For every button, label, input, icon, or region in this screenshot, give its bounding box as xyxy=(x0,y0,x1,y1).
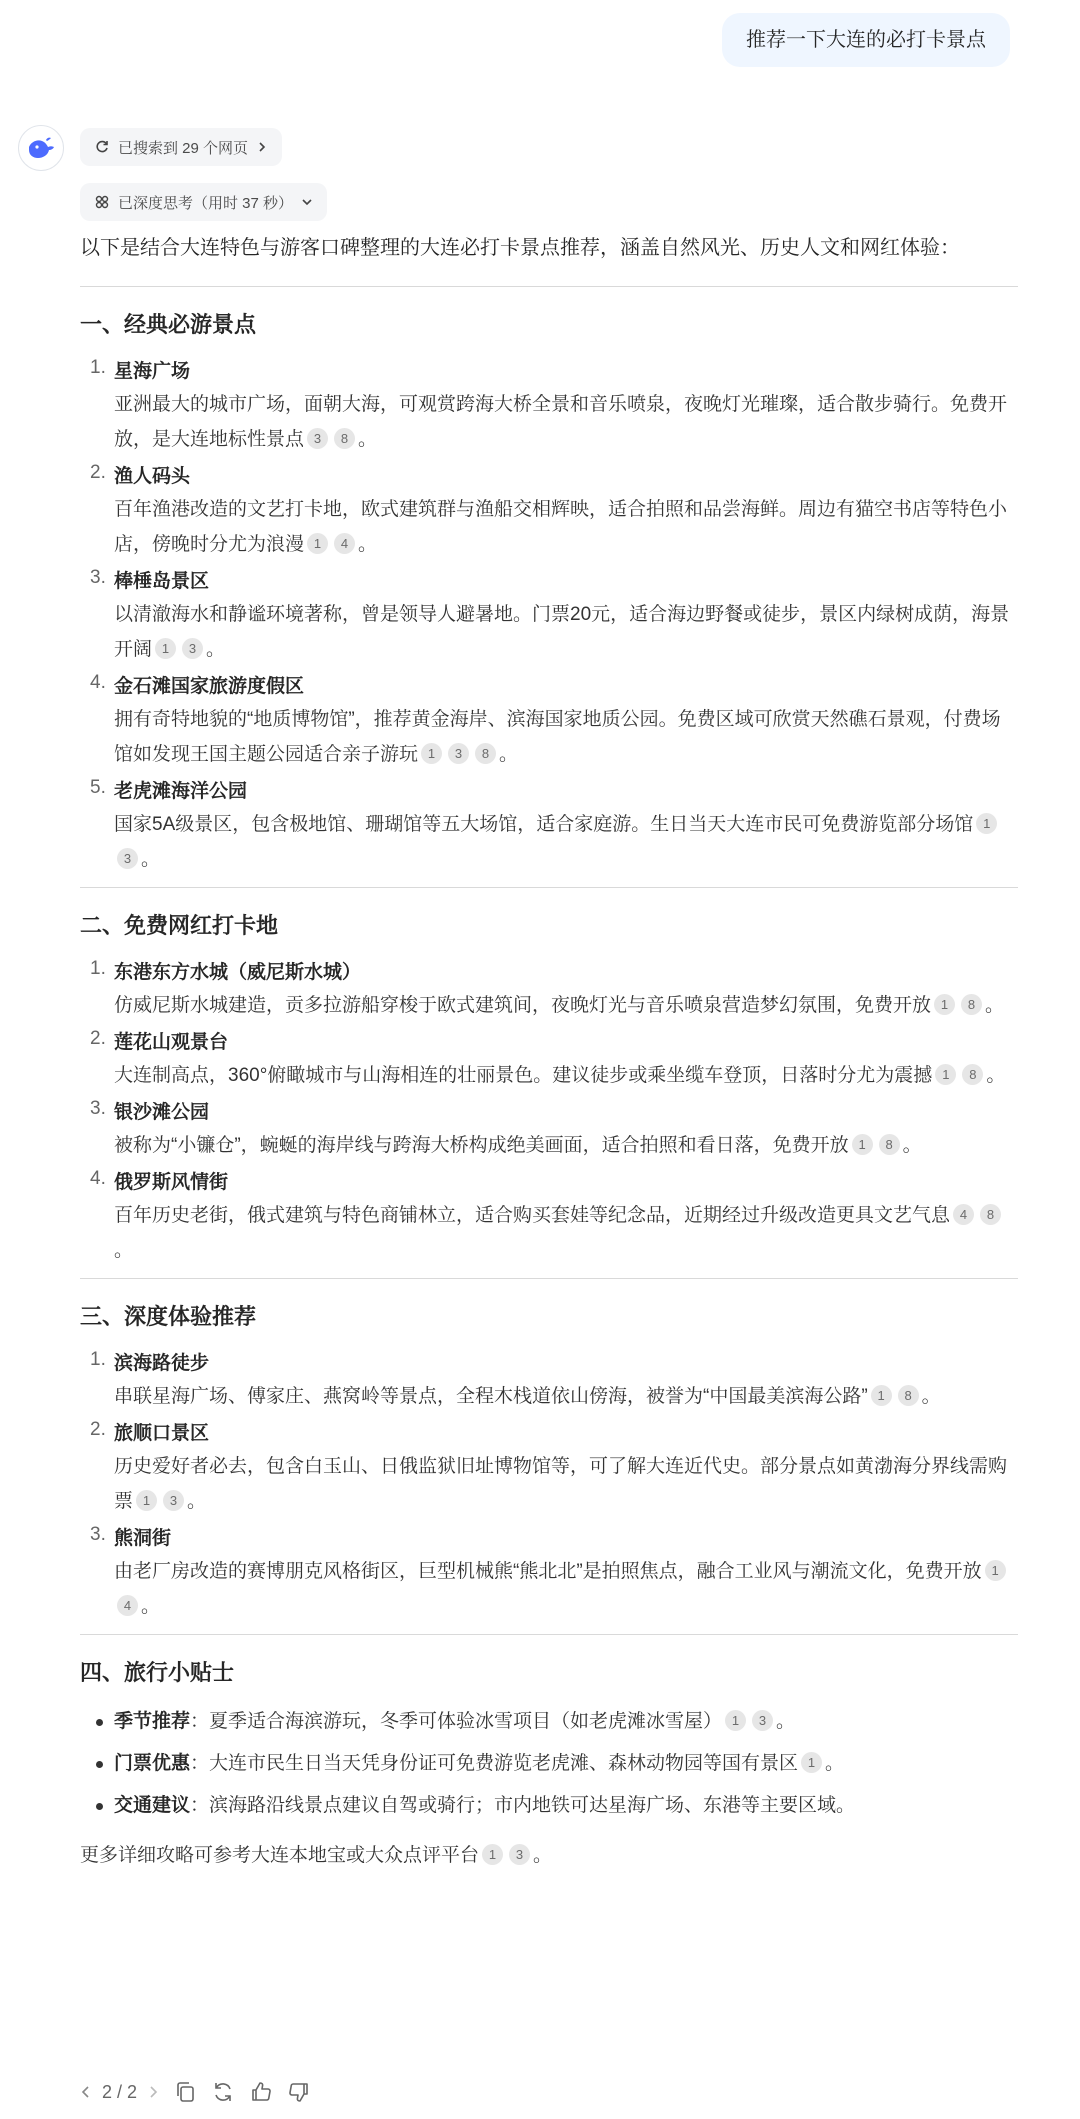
search-results-chip[interactable] xyxy=(80,128,282,166)
citation-badge[interactable]: 8 xyxy=(961,994,982,1015)
attraction-title: 银沙滩公园 xyxy=(114,1102,210,1123)
attraction-description xyxy=(114,1554,1018,1624)
attraction-description xyxy=(114,492,1018,562)
citation-badge[interactable]: 1 xyxy=(934,994,955,1015)
intro-paragraph: 以下是结合大连特色与游客口碑整理的大连必打卡景点推荐，涵盖自然风光、历史人文和网红体验： xyxy=(80,237,960,259)
attraction-description xyxy=(114,387,1018,457)
user-message-bubble: 推荐一下大连的必打卡景点 xyxy=(722,13,1010,67)
attraction-list xyxy=(80,357,1018,877)
attraction-description xyxy=(114,1058,1018,1093)
chevron-down-icon xyxy=(301,196,313,208)
thumbs-up-icon[interactable] xyxy=(249,2080,273,2104)
citation-badge[interactable]: 3 xyxy=(163,1490,184,1511)
attraction-title: 老虎滩海洋公园 xyxy=(114,781,248,802)
sentence-period: 。 xyxy=(825,1753,845,1774)
sentence-period: 。 xyxy=(141,849,161,870)
citation-badge[interactable]: 4 xyxy=(334,533,355,554)
list-item xyxy=(80,357,1018,457)
tip-item xyxy=(80,1789,1018,1823)
tip-text: ：滨海路沿线景点建议自驾或骑行；市内地铁可达星海广场、东港等主要区域。 xyxy=(190,1795,856,1816)
sentence-period: 。 xyxy=(358,429,378,450)
thinking-icon xyxy=(94,194,110,210)
attraction-title: 滨海路徒步 xyxy=(114,1353,210,1374)
footer-note xyxy=(80,1839,1018,1873)
list-number: 1. xyxy=(90,357,106,378)
sentence-period: 。 xyxy=(985,995,1005,1016)
list-item xyxy=(80,672,1018,772)
attraction-title: 熊洞街 xyxy=(114,1528,172,1549)
citation-badge[interactable]: 3 xyxy=(448,743,469,764)
section-heading: 三、深度体验推荐 xyxy=(80,1304,257,1329)
list-item xyxy=(80,1349,1018,1414)
list-number: 4. xyxy=(90,672,106,693)
next-page-icon[interactable] xyxy=(147,2084,159,2100)
attraction-description xyxy=(114,988,1018,1023)
list-item xyxy=(80,958,1018,1023)
attraction-title: 渔人码头 xyxy=(114,466,191,487)
citation-badge[interactable]: 1 xyxy=(935,1064,956,1085)
description-text: 大连制高点，360°俯瞰城市与山海相连的壮丽景色。建议徒步或乘坐缆车登顶，日落时分尤为震撼 xyxy=(114,1065,933,1086)
sentence-period: 。 xyxy=(114,1240,134,1261)
attraction-title: 星海广场 xyxy=(114,361,191,382)
list-number: 3. xyxy=(90,1098,106,1119)
list-item xyxy=(80,1028,1018,1093)
attraction-description xyxy=(114,597,1018,667)
citation-badge[interactable]: 1 xyxy=(976,813,997,834)
citation-badge[interactable]: 4 xyxy=(953,1204,974,1225)
pager-label: 2 / 2 xyxy=(102,2081,138,2102)
chevron-right-icon xyxy=(256,141,268,153)
citation-badge[interactable]: 1 xyxy=(155,638,176,659)
citation-badge[interactable]: 1 xyxy=(871,1385,892,1406)
citation-badge[interactable]: 3 xyxy=(307,428,328,449)
sentence-period: 。 xyxy=(187,1491,207,1512)
attraction-description xyxy=(114,1128,1018,1163)
citation-badge[interactable]: 3 xyxy=(182,638,203,659)
deep-thinking-chip[interactable] xyxy=(80,183,327,221)
sentence-period: 。 xyxy=(776,1711,796,1732)
footer-period: 。 xyxy=(533,1845,553,1866)
description-text: 历史爱好者必去，包含白玉山、日俄监狱旧址博物馆等，可了解大连近代史。部分景点如黄渤海分界线需购票 xyxy=(114,1456,1008,1512)
citation-badge[interactable]: 8 xyxy=(475,743,496,764)
tip-label: 季节推荐 xyxy=(114,1711,191,1732)
deep-thinking-label: 已深度思考（用时 37 秒） xyxy=(118,194,294,212)
attraction-list xyxy=(80,1349,1018,1624)
attraction-title: 俄罗斯风情街 xyxy=(114,1172,229,1193)
citation-badge[interactable]: 1 xyxy=(985,1560,1006,1581)
tips-list xyxy=(80,1705,1018,1823)
list-number: 4. xyxy=(90,1168,106,1189)
prev-page-icon[interactable] xyxy=(80,2084,92,2100)
list-number: 3. xyxy=(90,1524,106,1545)
description-text: 百年历史老街，俄式建筑与特色商铺林立，适合购买套娃等纪念品，近期经过升级改造更具文艺气息 xyxy=(114,1205,951,1226)
citation-badge[interactable]: 8 xyxy=(898,1385,919,1406)
attraction-description xyxy=(114,807,1018,877)
citation-badge[interactable]: 1 xyxy=(725,1710,746,1731)
thumbs-down-icon[interactable] xyxy=(287,2080,311,2104)
citation-badge[interactable]: 3 xyxy=(117,848,138,869)
description-text: 被称为“小镰仓”，蜿蜒的海岸线与跨海大桥构成绝美画面，适合拍照和看日落，免费开放 xyxy=(114,1135,849,1156)
tip-text: ：大连市民生日当天凭身份证可免费游览老虎滩、森林动物园等国有景区 xyxy=(190,1753,799,1774)
footer-note-text: 更多详细攻略可参考大连本地宝或大众点评平台 xyxy=(80,1845,480,1866)
tip-item xyxy=(80,1747,1018,1781)
section-heading: 二、免费网红打卡地 xyxy=(80,913,279,938)
list-number: 2. xyxy=(90,462,106,483)
citation-badge[interactable]: 8 xyxy=(879,1134,900,1155)
divider xyxy=(80,286,1018,287)
sentence-period: 。 xyxy=(921,1386,941,1407)
description-text: 拥有奇特地貌的“地质博物馆”，推荐黄金海岸、滨海国家地质公园。免费区域可欣赏天然礁石景观，付费场馆如发现王国主题公园适合亲子游玩 xyxy=(114,709,1001,765)
assistant-avatar xyxy=(18,125,64,171)
list-item xyxy=(80,462,1018,562)
list-item xyxy=(80,1419,1018,1519)
list-item xyxy=(80,567,1018,667)
attraction-description xyxy=(114,1449,1018,1519)
description-text: 串联星海广场、傅家庄、燕窝岭等景点，全程木栈道依山傍海，被誉为“中国最美滨海公路” xyxy=(114,1386,868,1407)
list-item xyxy=(80,777,1018,877)
tip-item xyxy=(80,1705,1018,1739)
citation-badge[interactable]: 1 xyxy=(801,1752,822,1773)
attraction-list xyxy=(80,958,1018,1268)
list-item xyxy=(80,1524,1018,1624)
whale-logo-icon xyxy=(26,133,56,163)
regenerate-icon[interactable] xyxy=(211,2080,235,2104)
attraction-description xyxy=(114,702,1018,772)
sentence-period: 。 xyxy=(986,1065,1006,1086)
list-number: 5. xyxy=(90,777,106,798)
attraction-title: 东港东方水城（威尼斯水城） xyxy=(114,962,362,983)
attraction-title: 旅顺口景区 xyxy=(114,1423,210,1444)
refresh-search-icon xyxy=(94,139,110,155)
citation-badge[interactable]: 1 xyxy=(136,1490,157,1511)
description-text: 亚洲最大的城市广场，面朝大海，可观赏跨海大桥全景和音乐喷泉，夜晚灯光璀璨，适合散步骑行。免费开放，是大连地标性景点 xyxy=(114,394,1008,450)
search-results-label: 已搜索到 29 个网页 xyxy=(118,139,249,157)
citation-badge[interactable]: 1 xyxy=(482,1844,503,1865)
citation-badge[interactable]: 8 xyxy=(962,1064,983,1085)
list-item xyxy=(80,1098,1018,1163)
tip-label: 门票优惠 xyxy=(114,1753,191,1774)
section-heading: 一、经典必游景点 xyxy=(80,312,257,337)
sentence-period: 。 xyxy=(499,744,519,765)
tip-text: ：夏季适合海滨游玩，冬季可体验冰雪项目（如老虎滩冰雪屋） xyxy=(190,1711,723,1732)
sentence-period: 。 xyxy=(141,1596,161,1617)
citation-badge[interactable]: 3 xyxy=(509,1844,530,1865)
copy-icon[interactable] xyxy=(173,2080,197,2104)
list-number: 1. xyxy=(90,1349,106,1370)
citation-badge[interactable]: 4 xyxy=(117,1595,138,1616)
message-actions xyxy=(80,2080,311,2104)
citation-badge[interactable]: 1 xyxy=(307,533,328,554)
citation-badge[interactable]: 1 xyxy=(852,1134,873,1155)
description-text: 国家5A级景区，包含极地馆、珊瑚馆等五大场馆，适合家庭游。生日当天大连市民可免费游览部分场馆 xyxy=(114,814,974,835)
sentence-period: 。 xyxy=(206,639,226,660)
citation-badge[interactable]: 3 xyxy=(752,1710,773,1731)
list-number: 3. xyxy=(90,567,106,588)
description-text: 以清澈海水和静谧环境著称，曾是领导人避暑地。门票20元，适合海边野餐或徒步，景区内绿树成荫，海景开阔 xyxy=(114,604,1010,660)
list-number: 2. xyxy=(90,1419,106,1440)
attraction-description xyxy=(114,1198,1018,1268)
description-text: 百年渔港改造的文艺打卡地，欧式建筑群与渔船交相辉映，适合拍照和品尝海鲜。周边有猫空书店等特色小店，傍晚时分尤为浪漫 xyxy=(114,499,1008,555)
list-number: 1. xyxy=(90,958,106,979)
section-heading: 四、旅行小贴士 xyxy=(80,1660,235,1685)
description-text: 仿威尼斯水城建造，贡多拉游船穿梭于欧式建筑间，夜晚灯光与音乐喷泉营造梦幻氛围，免费开放 xyxy=(114,995,932,1016)
list-item xyxy=(80,1168,1018,1268)
attraction-description xyxy=(114,1379,1018,1414)
list-number: 2. xyxy=(90,1028,106,1049)
attraction-title: 莲花山观景台 xyxy=(114,1032,229,1053)
citation-badge[interactable]: 1 xyxy=(421,743,442,764)
sentence-period: 。 xyxy=(358,534,378,555)
response-pager xyxy=(80,2082,159,2103)
tip-label: 交通建议 xyxy=(114,1795,191,1816)
divider xyxy=(80,1634,1018,1635)
assistant-response xyxy=(80,238,1018,1873)
citation-badge[interactable]: 8 xyxy=(980,1204,1001,1225)
sentence-period: 。 xyxy=(902,1135,922,1156)
attraction-title: 金石滩国家旅游度假区 xyxy=(114,676,305,697)
description-text: 由老厂房改造的赛博朋克风格街区，巨型机械熊“熊北北”是拍照焦点，融合工业风与潮流文化，免费开放 xyxy=(114,1561,982,1582)
citation-badge[interactable]: 8 xyxy=(334,428,355,449)
divider xyxy=(80,1278,1018,1279)
divider xyxy=(80,887,1018,888)
attraction-title: 棒棰岛景区 xyxy=(114,571,210,592)
